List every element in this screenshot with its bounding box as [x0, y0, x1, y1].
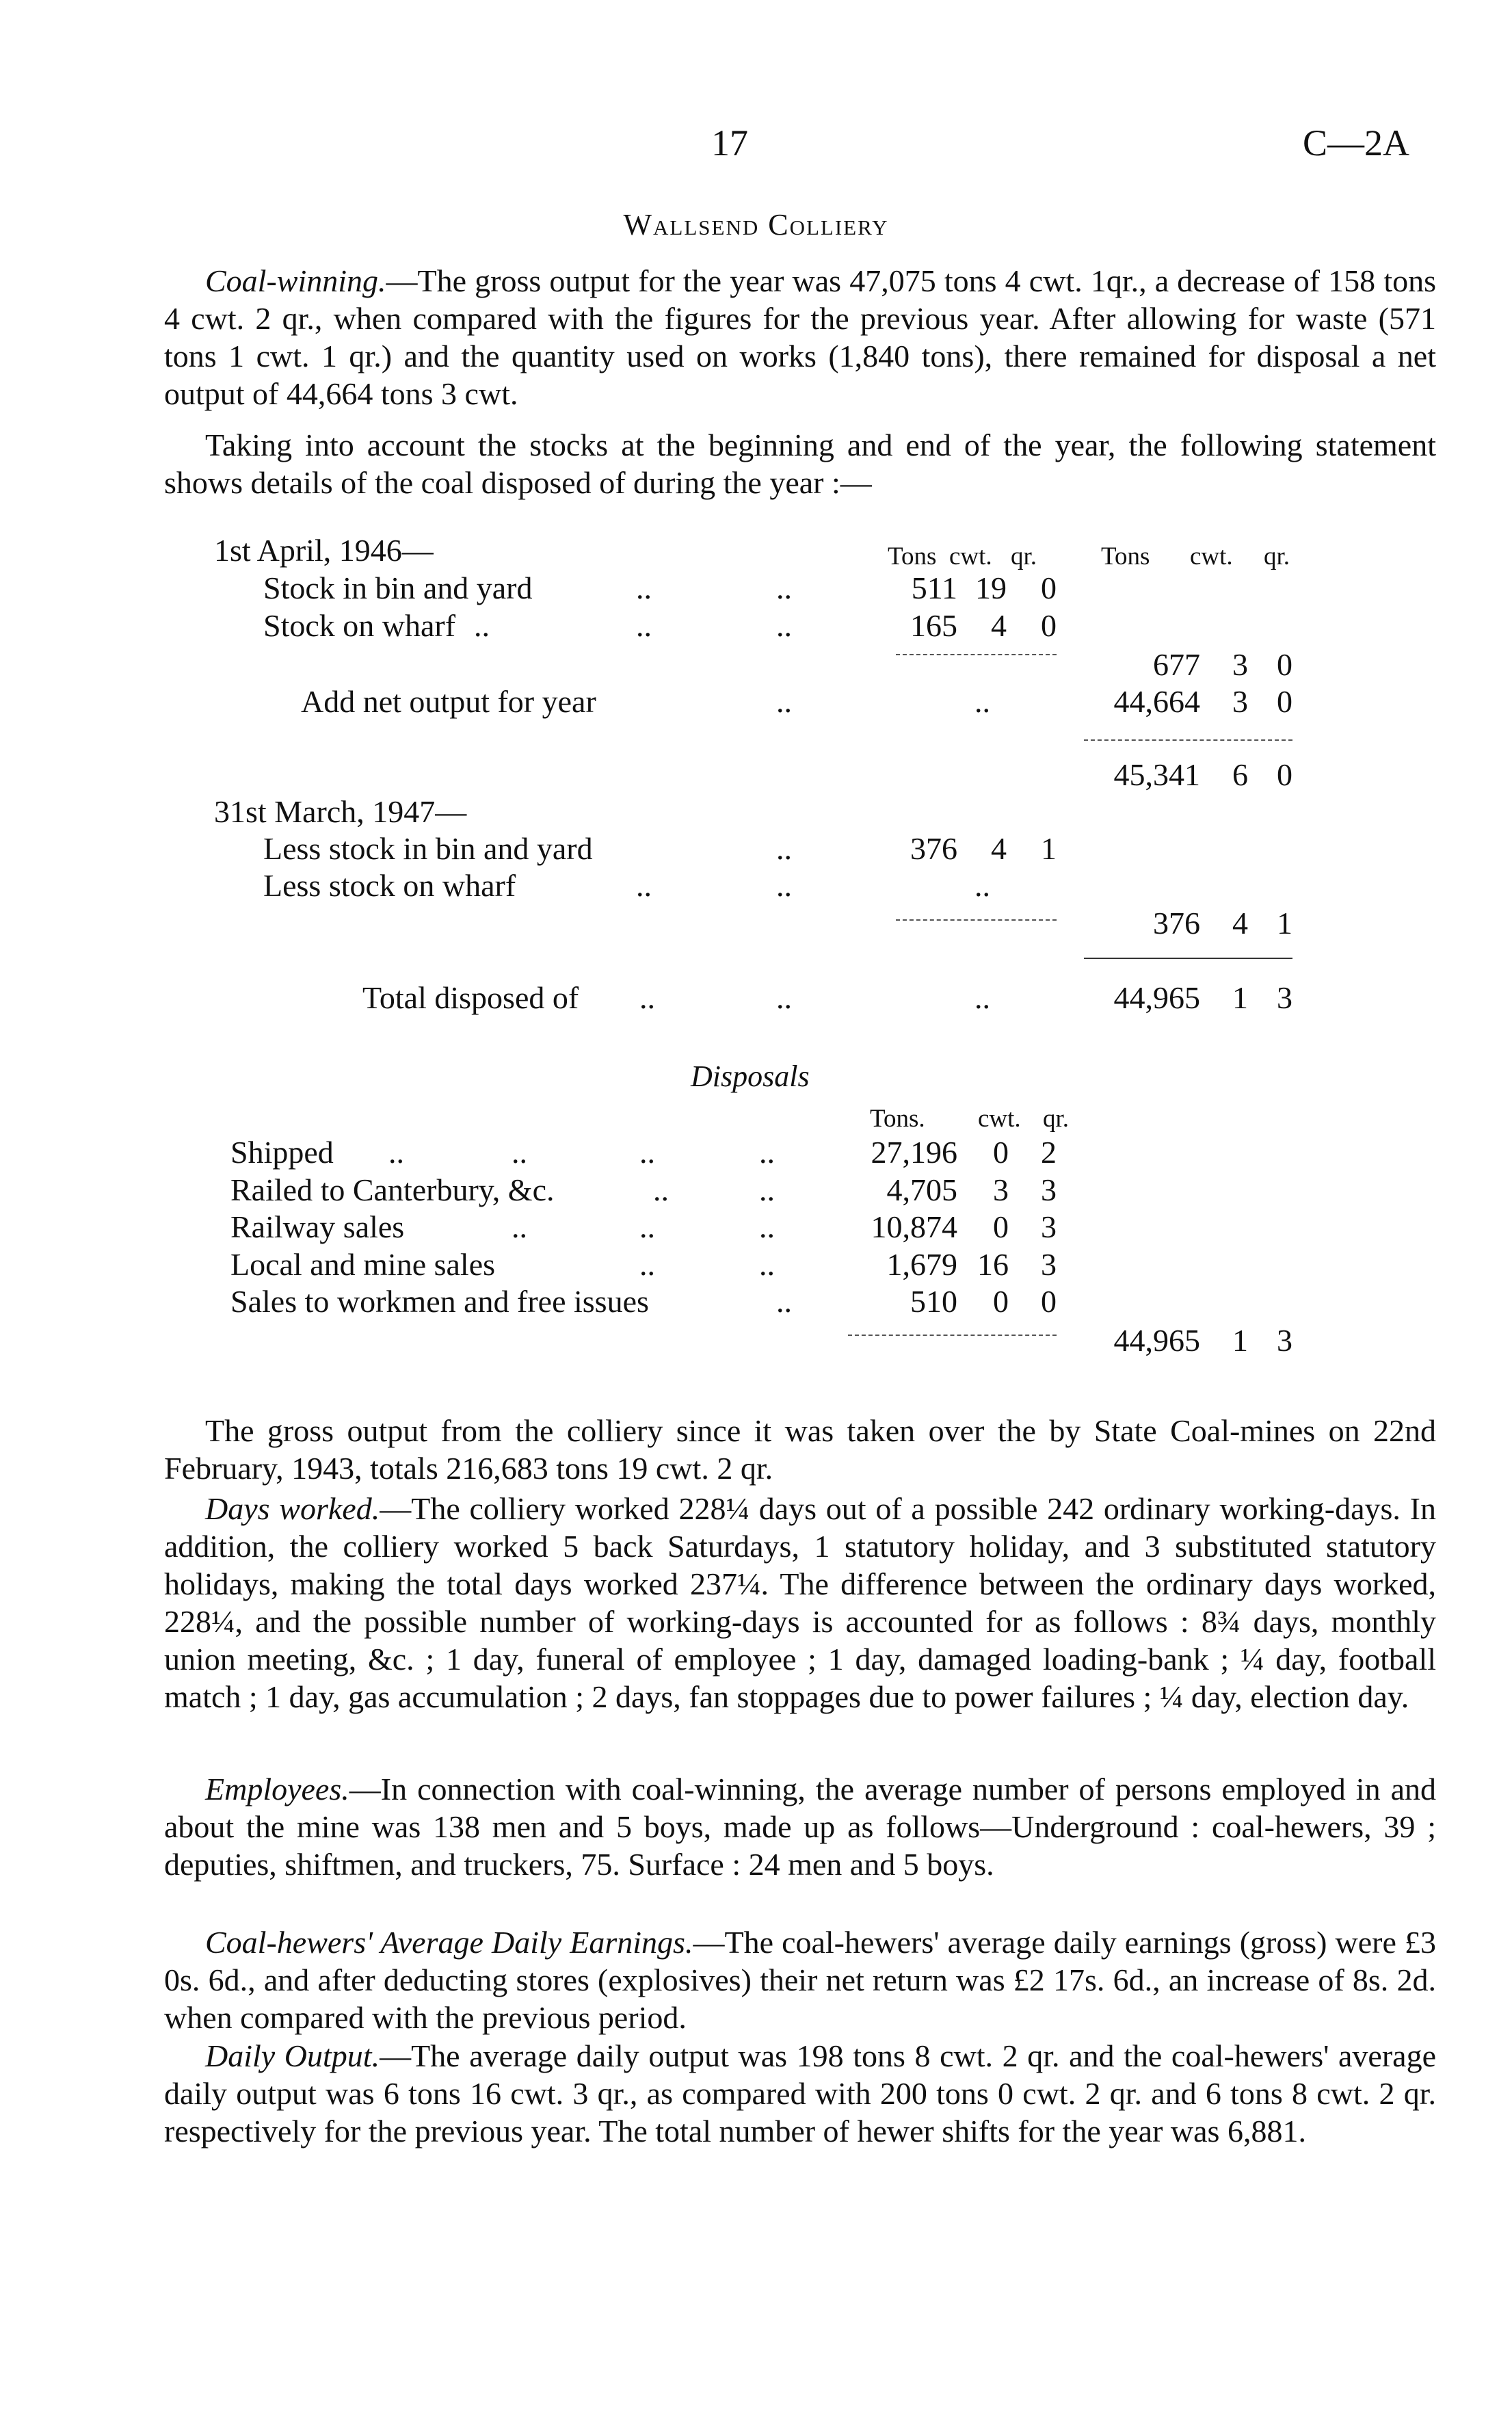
paragraph-daily-output — [164, 2037, 1436, 2150]
cell-cwt: 4 — [991, 831, 1007, 866]
date-label: 1st April, 1946— — [214, 533, 434, 568]
cell-qr: 1 — [1041, 831, 1057, 866]
row-label: Less stock on wharf — [263, 868, 516, 903]
cell-qr: 0 — [1277, 647, 1292, 682]
page-code: C—2A — [1303, 122, 1410, 163]
cell-cwt: 19 — [975, 570, 1007, 605]
col-header-tons: Tons — [888, 542, 937, 570]
disposal-cwt: 0 — [993, 1284, 1009, 1319]
section-title: Wallsend Colliery — [623, 208, 889, 241]
disposal-tons: 27,196 — [871, 1135, 957, 1170]
cell-value: .. — [974, 868, 990, 903]
paragraph-statement-intro: Taking into account the stocks at the beginning and end of the year, the following statement shows details of the coal disposed of during the year :— — [164, 428, 1436, 500]
cell-qr: 3 — [1277, 980, 1292, 1015]
cell-tons: 45,341 — [1113, 757, 1200, 792]
disposal-total-tons: 44,965 — [1113, 1323, 1200, 1358]
disposal-qr: 3 — [1041, 1247, 1057, 1282]
disposal-qr: 0 — [1041, 1284, 1057, 1319]
date-label: 31st March, 1947— — [214, 794, 467, 829]
row-label: Stock in bin and yard — [263, 570, 533, 605]
page-number: 17 — [711, 122, 748, 163]
paragraph-lead: Days worked. — [205, 1491, 380, 1526]
paragraph-lead: Coal-hewers' Average Daily Earnings. — [205, 1925, 693, 1960]
disposal-qr: 3 — [1041, 1209, 1057, 1244]
cell-tons: 44,664 — [1113, 684, 1200, 719]
disposal-label: Sales to workmen and free issues — [230, 1284, 649, 1319]
cell-cwt: 3 — [1232, 647, 1248, 682]
total-rule — [1084, 958, 1292, 959]
disposal-qr: 3 — [1041, 1172, 1057, 1207]
disposal-total-cwt: 1 — [1232, 1323, 1248, 1358]
cell-cwt: 6 — [1232, 757, 1248, 792]
col-header-cwt: cwt. — [1190, 542, 1233, 570]
disposal-cwt: 0 — [993, 1135, 1009, 1170]
col-header-cwt: cwt. — [949, 542, 992, 570]
cell-tons: 44,965 — [1113, 980, 1200, 1015]
cell-tons: 677 — [1153, 647, 1200, 682]
sum-rule — [1084, 739, 1292, 741]
cell-cwt: 3 — [1232, 684, 1248, 719]
cell-qr: 1 — [1277, 906, 1292, 941]
disposals-rule — [848, 1335, 1057, 1336]
row-label: Less stock in bin and yard — [263, 831, 593, 866]
paragraph-earnings — [164, 1923, 1436, 2036]
subtotal-rule — [896, 654, 1057, 655]
row-label: Total disposed of — [362, 980, 579, 1015]
cell-tons: 511 — [911, 570, 957, 605]
col-header-tons: Tons. — [870, 1105, 925, 1133]
disposal-qr: 2 — [1041, 1135, 1057, 1170]
cell-tons: 376 — [1153, 906, 1200, 941]
disposal-label: Shipped — [230, 1135, 334, 1170]
subtotal-rule — [896, 919, 1057, 921]
paragraph-lead: Coal-winning. — [205, 263, 386, 298]
cell-qr: 0 — [1041, 570, 1057, 605]
row-label: Add net output for year — [301, 684, 596, 719]
col-header-tons: Tons — [1101, 542, 1150, 570]
disposal-label: Railway sales — [230, 1209, 405, 1244]
cell-qr: 0 — [1277, 757, 1292, 792]
paragraph-coal-winning — [164, 262, 1436, 412]
col-header-qr: qr. — [1011, 542, 1037, 570]
paragraph-text: —The average daily output was 198 tons 8 cwt. 2 qr. and the coal-hewers' average daily output was 6 tons 16 cwt. 3 qr., as compared with 200 tons 0 cwt. 2 qr. and 6 tons 8 cwt. 2 qr. respectively for the previous year. The total number of hewer shifts for the year was 6,881. — [164, 2038, 1436, 2148]
col-header-qr: qr. — [1264, 542, 1290, 570]
disposals-title: Disposals — [691, 1060, 810, 1093]
paragraph-days-worked — [164, 1490, 1436, 1716]
row-label: Stock on wharf — [263, 608, 456, 643]
paragraph-lead: Daily Output. — [205, 2038, 380, 2073]
paragraph-lead: Employees. — [205, 1772, 349, 1806]
disposal-label: Railed to Canterbury, &c. — [230, 1172, 555, 1207]
cell-tons: 165 — [910, 608, 957, 643]
disposal-tons: 10,874 — [871, 1209, 957, 1244]
paragraph-gross-output: The gross output from the colliery since it was taken over the by State Coal-mines on 22nd February, 1943, totals 216,683 tons 19 cwt. 2 qr. — [164, 1413, 1436, 1486]
cell-cwt: 1 — [1232, 980, 1248, 1015]
paragraph-text: —In connection with coal-winning, the average number of persons employed in and about the mine was 138 men and 5 boys, made up as follows—Underground : coal-hewers, 39 ; deputies, shiftmen, and truckers, 75. Surface : 24 men and 5 boys. — [164, 1772, 1436, 1882]
disposal-tons: 510 — [910, 1284, 957, 1319]
disposal-cwt: 0 — [993, 1209, 1009, 1244]
disposal-label: Local and mine sales — [230, 1247, 496, 1282]
disposal-cwt: 3 — [993, 1172, 1009, 1207]
paragraph-text: —The gross output for the year was 47,075 tons 4 cwt. 1qr., a decrease of 158 tons 4 cwt. 2 qr., when compared with the figures for the previous year. After allowing for waste (571 tons 1 cwt. 1 qr.) and the quantity used on works (1,840 tons), there remained for disposal a net output of 44,664 tons 3 cwt. — [164, 263, 1436, 411]
cell-tons: 376 — [910, 831, 957, 866]
disposal-tons: 1,679 — [886, 1247, 957, 1282]
disposal-total-qr: 3 — [1277, 1323, 1292, 1358]
cell-qr: 0 — [1041, 608, 1057, 643]
disposal-tons: 4,705 — [886, 1172, 957, 1207]
paragraph-text: —The coal-hewers' average daily earnings (gross) were £3 0s. 6d., and after deducting stores (explosives) their net return was £2 17s. 6d., an increase of 8s. 2d. when compared with the previous period. — [164, 1925, 1437, 2035]
col-header-cwt: cwt. — [978, 1105, 1021, 1133]
disposal-cwt: 16 — [977, 1247, 1009, 1282]
paragraph-employees — [164, 1770, 1436, 1883]
col-header-qr: qr. — [1043, 1105, 1070, 1133]
page: 17 C—2A Wallsend Colliery Coal-winning.—The gross output for the year was 47,075 tons 4 cwt. 1qr., a decrease of 158 tons 4 cwt. 2 qr., when compared with the figures for the previous year. After allowing for waste (571 tons 1 cwt. 1 qr.) and the quantity used on works (1,840 tons), there remained for disposal a net output of 44,664 tons 3 cwt. Taking into account the stocks at the beginning and end of the year, the following statement shows details of the coal disposed of during the year :— Tons cwt. qr. Tons cwt. qr. 1st April, 1946— Stock in bin and yard .. .. 511 19 0 Stock on wharf .. .. .. 165 4 0 677 3 0 Add net output for year .. .. 44,664 3 0 45,341 6 0 31st March, 1947— Less stock in bin and yard .. 376 4 1 Less stock on wharf .. .. .. 376 4 1 Total disposed of .. .. .. 44,965 1 3 Disposals Tons. cwt. qr. Shipped .. .. .. .. 27,196 0 2 Railed to Canterbury, &c. .. .. 4,705 3 3 Railway sales .. .. .. 10,874 0 3 Local and mine sales .. .. 1,679 16 3 Sales to workmen and free issues .. 510 0 0 44,965 1 3 The gross output from the colliery since it was taken over the by State Coal-mines on 22nd February, 1943, totals 216,683 tons 19 cwt. 2 qr. Days worked.—The colliery worked 228¼ days out of a possible 242 ordinary working-days. In addition, the colliery worked 5 back Saturdays, 1 statutory holiday, and 3 substituted statutory holidays, making the total days worked 237¼. The difference between the ordinary days worked, 228¼, and the possible number of working-days is accounted for as follows : 8¾ days, monthly union meeting, &c. ; 1 day, funeral of employee ; 1 day, damaged loading-bank ; ¼ day, football match ; 1 day, gas accumulation ; 2 days, fan stoppages due to power failures ; ¼ day, election day. Employees.—In connection with coal-winning, the average number of persons employed in and about the mine was 138 men and 5 boys, made up as follows—Underground : coal-hewers, 39 ; deputies, shiftmen, and truckers, 75. Surface : 24 men and 5 boys. Coal-hewers' Average Daily Earnings.—The coal-hewers' average daily earnings (gross) were £3 0s. 6d., and after deducting stores (explosives) their net return was £2 17s. 6d., an increase of 8s. 2d. when compared with the previous period. Daily Output.—The average daily output was 198 tons 8 cwt. 2 qr. and the coal-hewers' average daily output was 6 tons 16 cwt. 3 qr., as compared with 200 tons 0 cwt. 2 qr. and 6 tons 8 cwt. 2 qr. respectively for the previous year. The total number of hewer shifts for the year was 6,881. — [0, 0, 1512, 2418]
cell-cwt: 4 — [1232, 906, 1248, 941]
paragraph-text: —The colliery worked 228¼ days out of a possible 242 ordinary working-days. In addition, the colliery worked 5 back Saturdays, 1 statutory holiday, and 3 substituted statutory holidays, making the total days worked 237¼. The difference between the ordinary days worked, 228¼, and the possible number of working-days is accounted for as follows : 8¾ days, monthly union meeting, &c. ; 1 day, funeral of employee ; 1 day, damaged loading-bank ; ¼ day, football match ; 1 day, gas accumulation ; 2 days, fan stoppages due to power failures ; ¼ day, election day. — [164, 1491, 1436, 1714]
cell-qr: 0 — [1277, 684, 1292, 719]
cell-cwt: 4 — [991, 608, 1007, 643]
